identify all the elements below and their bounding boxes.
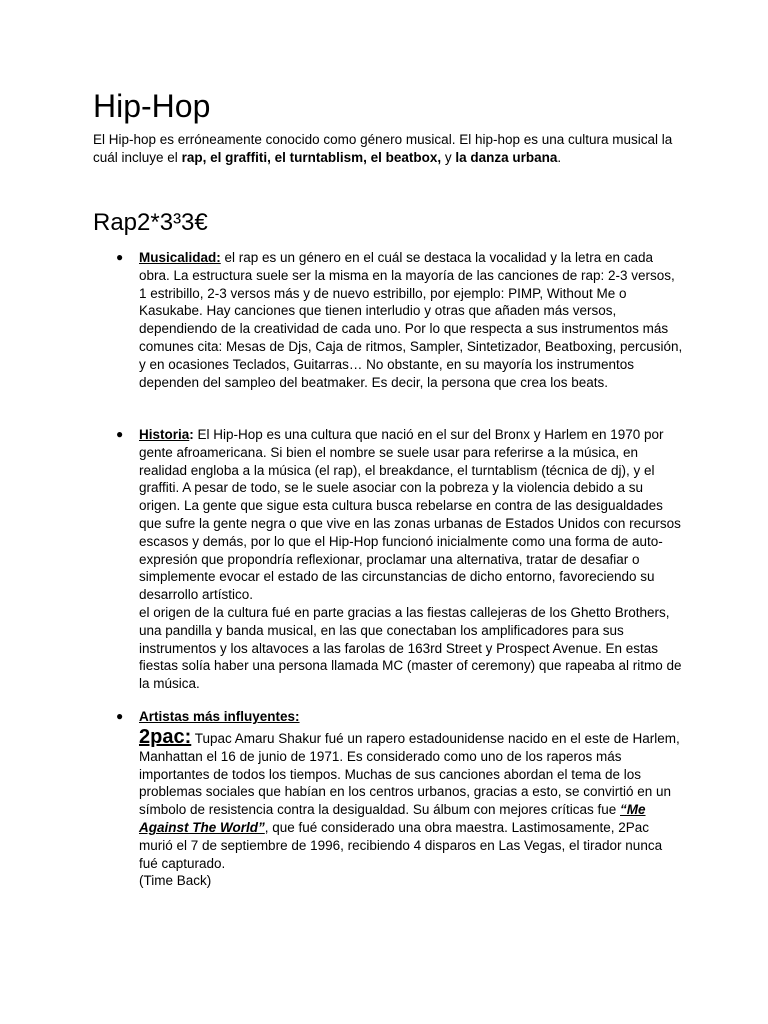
bullet-icon: ● (116, 250, 124, 264)
intro-text-connector: y (441, 150, 456, 165)
historia-text-origin: el origen de la cultura fué en parte gracias a las fiestas callejeras de los Ghetto Brothers, una pandilla y banda musical, en las que conectaban los amplificadores para sus instrumentos y los altavoces a las farolas de 163rd Street y Prospect Avenue. En estas fiestas solía haber una persona llamada MC (master of ceremony) que rapeaba al ritmo de la música. (139, 604, 682, 692)
musicalidad-text: el rap es un género en el cuál se destaca la vocalidad y la letra en cada obra. La estructura suele ser la misma en la mayoría de las canciones de rap: 2-3 versos, 1 estribillo, 2-3 versos más y de nuevo estribillo, por ejemplo: PIMP, Without Me o Kasukabe. Hay canciones que tienen interludio y otras que añaden más versos, dependiendo de la creatividad de cada uno. Por lo que respecta a sus instrumentos más comunes cita: Mesas de Djs, Caja de ritmos, Sampler, Sintetizador, Beatboxing, percusión, y en ocasiones Teclados, Guitarras… No obstante, en su mayoría los instrumentos dependen del sampleo del beatmaker. Es decir, la persona que crea los beats. (139, 250, 683, 390)
intro-paragraph (93, 131, 693, 167)
album-title: “Me Against The World” (139, 802, 646, 835)
historia-label: Historia (139, 427, 190, 442)
artistas-label: Artistas más influyentes: (139, 709, 300, 724)
list-item-historia (139, 426, 684, 693)
intro-text: El Hip-hop es erróneamente conocido como género musical. El hip-hop es una cultura musical la cuál incluye el (93, 132, 673, 165)
intro-period: . (557, 150, 562, 165)
historia-text: El Hip-Hop es una cultura que nació en el sur del Bronx y Harlem en 1970 por gente afroamericana. Si bien el nombre se suele usar para referirse a la música, en realidad engloba a la música (el rap), el breakdance, el turntablism (técnica de dj), y el graffiti. A pesar de todo, se le suele asociar con la pobreza y la violencia debido a su origen. La gente que sigue esta cultura busca rebelarse en contra de las desigualdades que sufre la gente negra o que vive en las zonas urbanas de Estados Unidos con recursos escasos y demás, por lo que el Hip-Hop funcionó inicialmente como una forma de auto-expresión que propondría reflexionar, proclamar una alternativa, tratar de desafiar o simplemente evocar el estado de las circunstancias de dicho entorno, favoreciendo su desarrollo artístico. (139, 427, 681, 603)
intro-bold-elements: rap, el graffiti, el turntablism, el beatbox, (181, 150, 442, 165)
artist-name-2pac: 2pac: (139, 725, 192, 748)
section-heading: Rap2*3³3€ (93, 209, 208, 236)
intro-bold-dance: la danza urbana (455, 150, 558, 165)
list-item-musicalidad (139, 249, 684, 391)
list-item-artistas (139, 708, 684, 890)
musicalidad-label: Musicalidad: (139, 250, 221, 265)
artist-bio-text-end: , que fué considerado una obra maestra. Lastimosamente, 2Pac murió el 7 de septiembre de 1996, recibiendo 4 disparos en Las Vegas, el tirador nunca fué capturado. (139, 819, 663, 871)
document-title: Hip-Hop (93, 88, 211, 124)
bullet-icon: ● (116, 709, 124, 723)
historia-colon: : (189, 427, 194, 442)
bullet-icon: ● (116, 427, 124, 441)
artist-bio-text: Tupac Amaru Shakur fué un rapero estadounidense nacido en el este de Harlem, Manhattan el 16 de junio de 1971. Es considerado como uno de los raperos más importantes de todos los tiempos. Muchas de sus canciones abordan el tema de los problemas sociales que habían en los centros urbanos, gracias a esto, se convirtió en un símbolo de resistencia contra la desigualdad. Su álbum con mejores críticas fue (139, 730, 680, 818)
artist-note: (Time Back) (139, 873, 212, 889)
